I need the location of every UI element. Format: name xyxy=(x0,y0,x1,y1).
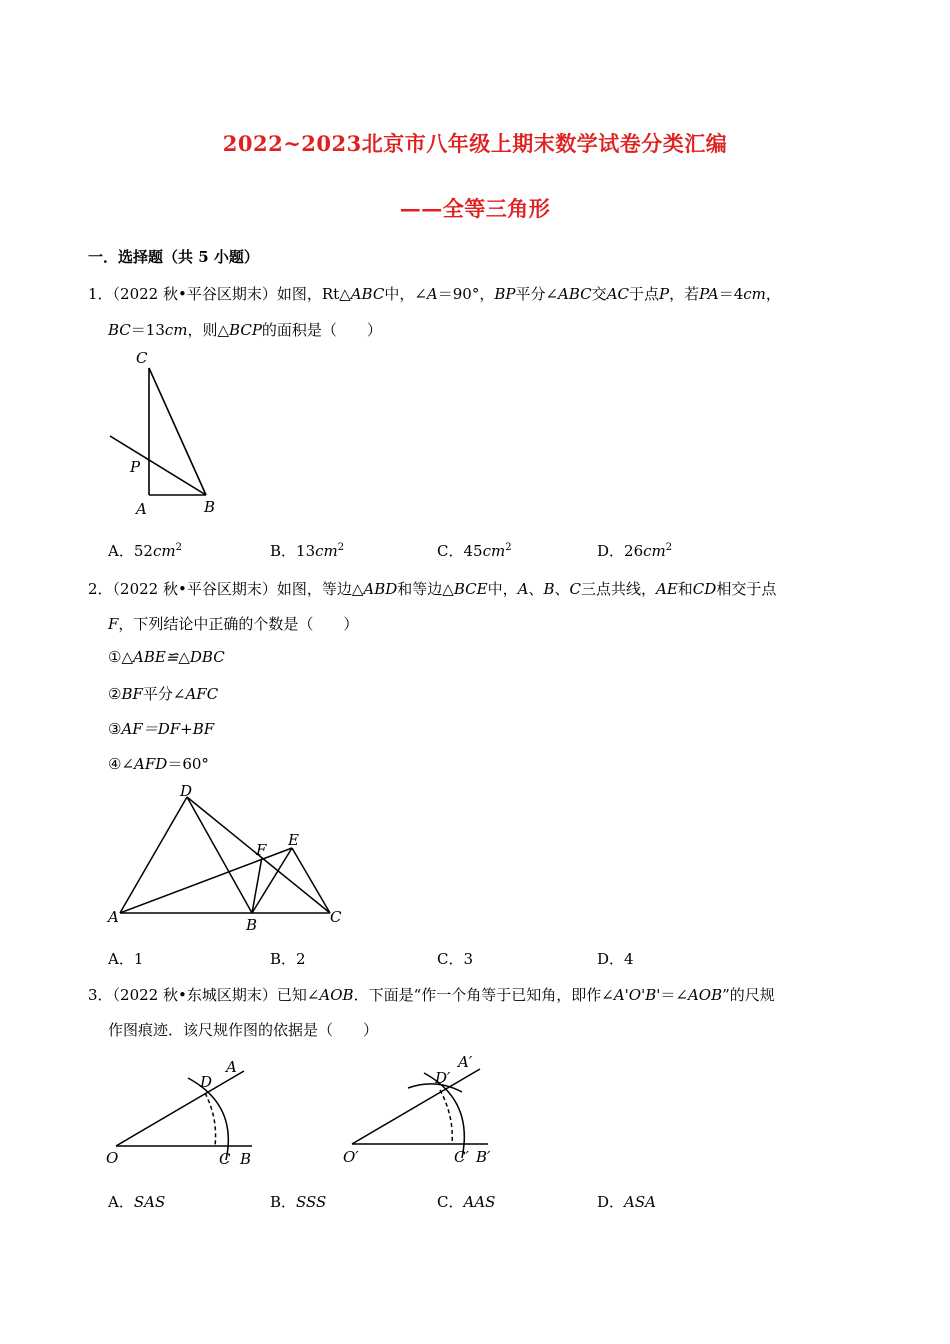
q2-text: 和等边△ xyxy=(397,580,454,598)
q3-option-b[interactable] xyxy=(270,1191,326,1212)
q2-var: A xyxy=(517,580,529,598)
q3-text: ＝∠ xyxy=(660,986,688,1004)
label-p: P xyxy=(130,458,141,476)
conclusion-mark: ④ xyxy=(108,755,122,773)
label-a: A xyxy=(108,908,119,926)
option-label: C． xyxy=(437,1193,464,1211)
option-sup: 2 xyxy=(505,542,512,553)
q2-var: C xyxy=(569,580,581,598)
label-e: E xyxy=(288,831,299,849)
q1-var: AC xyxy=(606,285,629,303)
q2-text: 中， xyxy=(487,580,518,598)
q1-text: ＝4 xyxy=(718,285,744,303)
q2-var: ABD xyxy=(363,580,398,598)
q3-option-a[interactable] xyxy=(108,1191,165,1212)
option-unit: cm xyxy=(315,542,338,560)
question-source: （2022 秋•东城区期末） xyxy=(112,986,277,1004)
conclusion-text: △ABE≌△DBC xyxy=(121,648,225,666)
conclusion-mark: ② xyxy=(108,685,122,703)
label-b: B xyxy=(204,498,216,516)
q2-var: AE xyxy=(655,580,678,598)
q2-text: 、 xyxy=(554,580,570,598)
option-value: 2 xyxy=(296,950,306,968)
option-sup: 2 xyxy=(337,542,345,553)
section-heading: 一．选择题（共 5 小题） xyxy=(88,248,259,266)
q2-var: BCE xyxy=(453,580,488,598)
q2-var: F xyxy=(108,615,119,633)
conclusion-mark: ① xyxy=(108,648,122,666)
q3-var: AOB xyxy=(687,986,723,1004)
question-number: 1． xyxy=(88,285,113,303)
q1-text: 交 xyxy=(591,285,607,303)
q1-var: A xyxy=(426,285,438,303)
q1-unit: cm xyxy=(164,321,188,339)
option-value: 45 xyxy=(463,542,483,560)
conclusion-mark: ③ xyxy=(108,720,122,738)
q1-text: 平分∠ xyxy=(515,285,559,303)
conclusion-text: 平分∠ xyxy=(142,685,186,703)
q1-text: 如图，Rt△ xyxy=(276,285,351,303)
q3-text: ．下面是“作一个角等于已知角，即作∠ xyxy=(353,986,614,1004)
q2-text: ，下列结论中正确的个数是（ ） xyxy=(118,615,359,633)
q1-text: ＝13 xyxy=(130,321,165,339)
dashed-c-d xyxy=(440,1090,452,1144)
q1-var: P xyxy=(659,285,670,303)
option-label: D． xyxy=(597,542,625,560)
option-label: B． xyxy=(270,1193,297,1211)
label-a: A xyxy=(136,500,147,518)
option-label: C． xyxy=(437,950,464,968)
q3-option-d[interactable] xyxy=(597,1191,656,1212)
option-sup: 2 xyxy=(665,542,673,553)
label-b-prime: B′ xyxy=(476,1148,491,1166)
q3-text: ”的尺规 xyxy=(722,986,775,1004)
option-value: 1 xyxy=(133,950,144,968)
conclusion-text: ∠ xyxy=(121,755,135,773)
label-b: B xyxy=(246,916,258,934)
option-value: AAS xyxy=(463,1193,496,1211)
question-source: （2022 秋•平谷区期末） xyxy=(112,580,277,598)
option-unit: cm xyxy=(482,542,506,560)
q1-text: ，则△ xyxy=(187,321,230,339)
label-c: C xyxy=(219,1150,231,1168)
q1-text: 的面积是（ ） xyxy=(261,321,382,339)
q1-text: ，若 xyxy=(669,285,700,303)
label-a: A xyxy=(226,1058,237,1076)
option-value: 52 xyxy=(133,542,153,560)
page-title: 2022~2023北京市八年级上期末数学试卷分类汇编 xyxy=(222,131,728,156)
option-label: D． xyxy=(597,1193,625,1211)
label-b: B xyxy=(240,1150,252,1168)
label-f: F xyxy=(256,841,267,859)
option-value: 26 xyxy=(624,542,644,560)
label-o: O xyxy=(106,1149,119,1167)
q1-var: BC xyxy=(108,321,131,339)
label-c-prime: C′ xyxy=(454,1148,469,1166)
conclusion-var: AFC xyxy=(185,685,219,703)
conclusion-text: ＝60° xyxy=(167,755,209,773)
q1-var: ABC xyxy=(558,285,592,303)
label-o-prime: O′ xyxy=(343,1148,359,1166)
q1-var: BCP xyxy=(229,321,262,339)
q1-text: 中，∠ xyxy=(384,285,427,303)
q2-text: 如图，等边△ xyxy=(276,580,364,598)
ray-o-a xyxy=(352,1069,480,1144)
q2-var: B xyxy=(543,580,555,598)
option-unit: cm xyxy=(643,542,666,560)
option-label: B． xyxy=(270,542,297,560)
conclusion-text: AF＝DF+BF xyxy=(121,720,215,738)
q3-var: AOB xyxy=(319,986,354,1004)
option-label: A． xyxy=(108,542,134,560)
q2-text: 相交于点 xyxy=(716,580,777,598)
page-subtitle: ——全等三角形 xyxy=(399,196,551,221)
option-label: D． xyxy=(597,950,625,968)
question-number: 3． xyxy=(88,986,113,1004)
q3-option-c[interactable] xyxy=(437,1191,495,1212)
q1-var: BP xyxy=(494,285,516,303)
option-value: ASA xyxy=(624,1193,656,1211)
q1-text: 于点 xyxy=(629,285,660,303)
label-c: C xyxy=(330,908,342,926)
option-label: A． xyxy=(108,1193,134,1211)
q1-var: ABC xyxy=(350,285,385,303)
label-d-prime: D′ xyxy=(435,1069,451,1087)
q3-text: 已知∠ xyxy=(276,986,320,1004)
q1-text: ， xyxy=(765,285,781,303)
question-source: （2022 秋•平谷区期末） xyxy=(112,285,277,303)
question-number: 2． xyxy=(88,580,113,598)
question-3-line-2: 作图痕迹．该尺规作图的依据是（ ） xyxy=(108,1021,379,1039)
option-label: A． xyxy=(108,950,134,968)
option-value: SAS xyxy=(133,1193,166,1211)
conclusion-var: BF xyxy=(121,685,143,703)
option-label: B． xyxy=(270,950,297,968)
option-value: 13 xyxy=(296,542,316,560)
q2-var: CD xyxy=(692,580,717,598)
option-unit: cm xyxy=(152,542,176,560)
q3-var: A'O'B' xyxy=(613,986,661,1004)
option-value: SSS xyxy=(296,1193,327,1211)
q1-unit: cm xyxy=(743,285,766,303)
option-value: 3 xyxy=(463,950,474,968)
label-a-prime: A′ xyxy=(458,1053,473,1071)
q2-text: 、 xyxy=(528,580,544,598)
q1-text: ＝90°， xyxy=(437,285,495,303)
option-value: 4 xyxy=(624,950,634,968)
conclusion-var: AFD xyxy=(134,755,168,773)
q1-var: PA xyxy=(699,285,719,303)
q2-text: 和 xyxy=(677,580,693,598)
q2-text: 三点共线， xyxy=(580,580,656,598)
label-d: D xyxy=(200,1073,213,1091)
label-d: D xyxy=(180,782,193,800)
option-sup: 2 xyxy=(175,542,182,553)
option-label: C． xyxy=(437,542,464,560)
label-c: C xyxy=(136,349,148,367)
